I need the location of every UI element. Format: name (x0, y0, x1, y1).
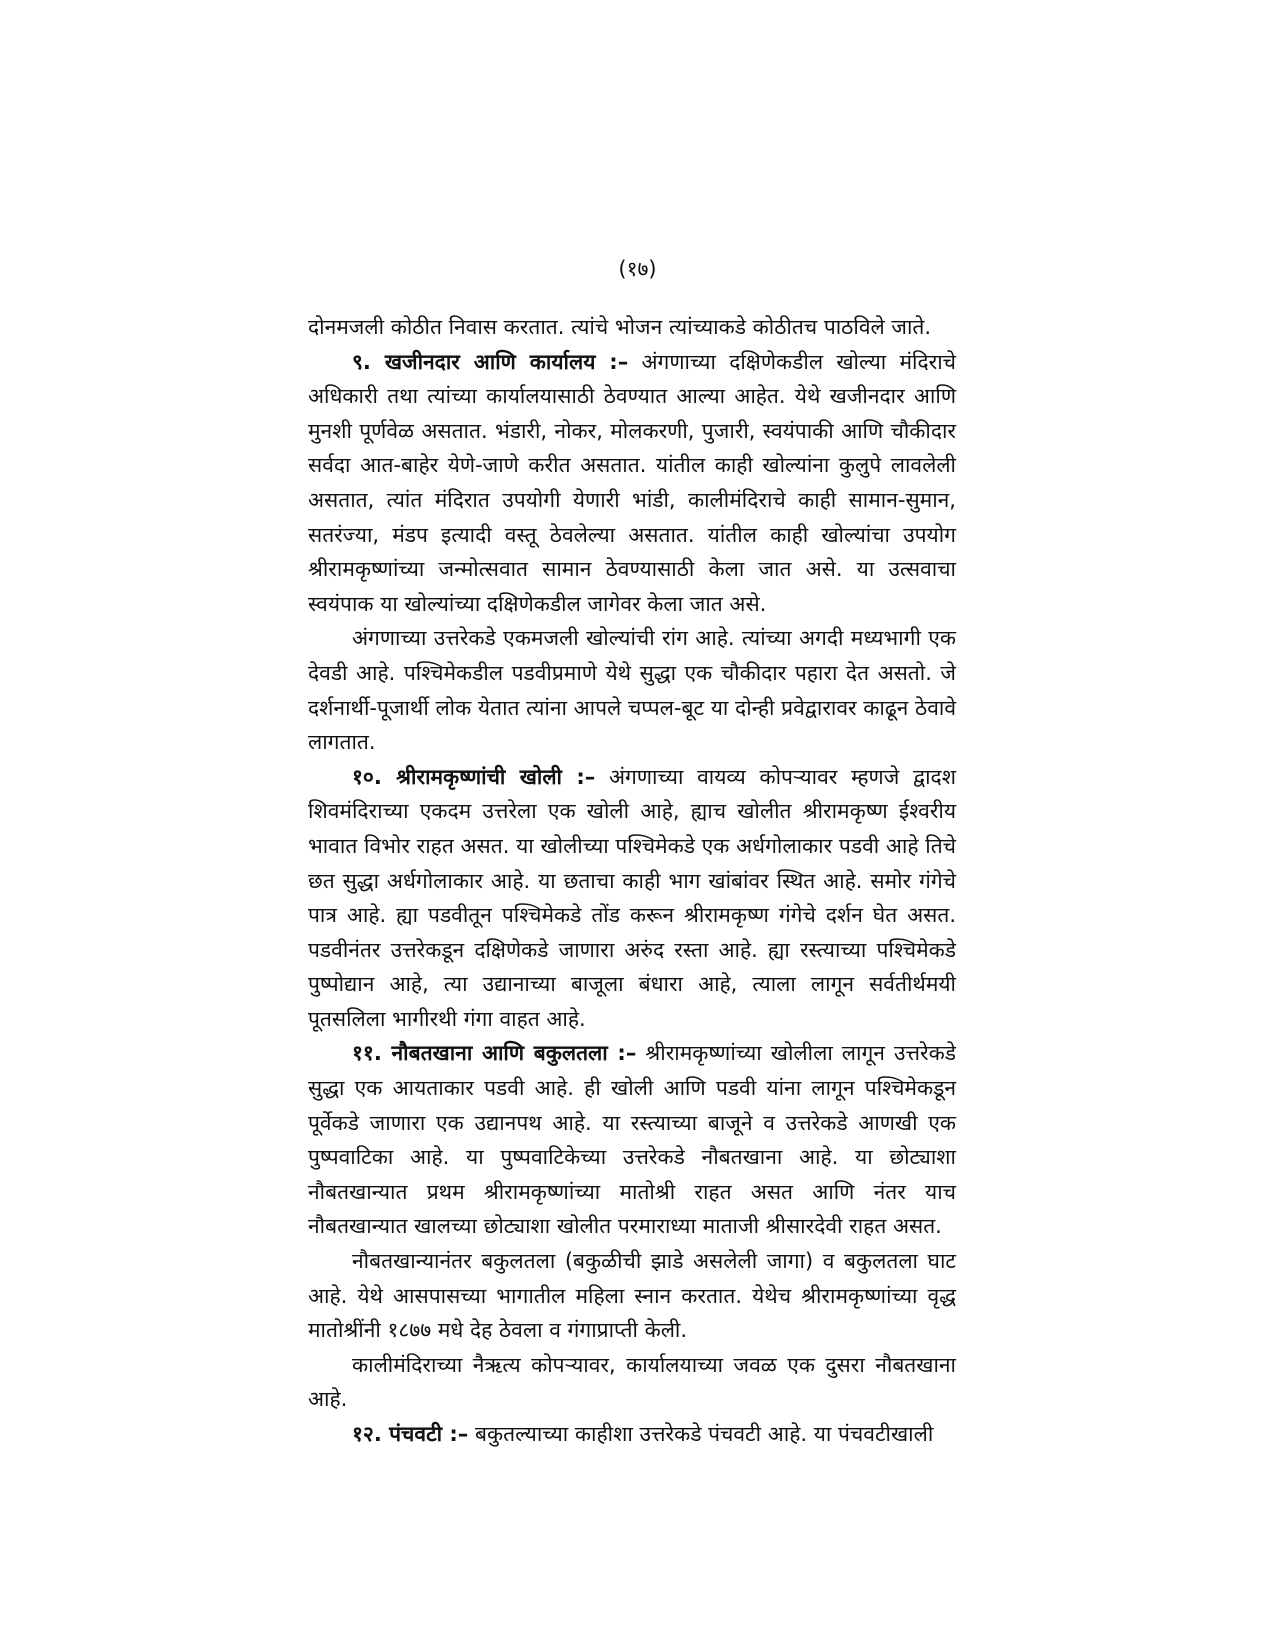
paragraph-text: नौबतखान्यानंतर बकुलतला (बकुळीची झाडे असलेली जागा) व बकुलतला घाट आहे. येथे आसपासच्या भागातील महिला स्नान करतात. येथेच श्रीरामकृष्णांच्या वृद्ध मातोश्रींनी १८७७ मधे देह ठेवला व गंगाप्राप्ती केली. (308, 1249, 956, 1343)
paragraph-text: अंगणाच्या दक्षिणेकडील खोल्या मंदिराचे अधिकारी तथा त्यांच्या कार्यालयासाठी ठेवण्यात आल्या आहेत. येथे खजीनदार आणि मुनशी पूर्णवेळ असतात. भंडारी, नोकर, मोलकरणी, पुजारी, स्वयंपाकी आणि चौकीदार सर्वदा आत-बाहेर येणे-जाणे करीत असतात. यांतील काही खोल्यांना कुलुपे लावलेली असतात, त्यांत मंदिरात उपयोगी येणारी भांडी, कालीमंदिराचे काही सामान-सुमान, सतरंज्या, मंडप इत्यादी वस्तू ठेवलेल्या असतात. यांतील काही खोल्यांचा उपयोग श्रीरामकृष्णांच्या जन्मोत्सवात सामान ठेवण्यासाठी केला जात असे. या उत्सवाचा स्वयंपाक या खोल्यांच्या दक्षिणेकडील जागेवर केला जात असे. (308, 349, 956, 616)
paragraph-text: श्रीरामकृष्णांच्या खोलीला लागून उत्तरेकडे सुद्धा एक आयताकार पडवी आहे. ही खोली आणि पडवी यांना लागून पश्चिमेकडून पूर्वेकडे जाणारा एक उद्यानपथ आहे. या रस्त्याच्या बाजूने व उत्तरेकडे आणखी एक पुष्पवाटिका आहे. या पुष्पवाटिकेच्या उत्तरेकडे नौबतखाना आहे. या छोट्याशा नौबतखान्यात प्रथम श्रीरामकृष्णांच्या मातोश्री राहत असत आणि नंतर याच नौबतखान्यात खालच्या छोट्याशा खोलीत परमाराध्या माताजी श्रीसारदेवी राहत असत. (308, 1041, 956, 1239)
document-body (308, 310, 956, 1452)
page-number: (१७) (618, 257, 657, 281)
paragraph-north-rooms (308, 621, 956, 759)
paragraph-second-naubatkhana (308, 1348, 956, 1417)
paragraph-text: अंगणाच्या उत्तरेकडे एकमजली खोल्यांची रांग आहे. त्यांच्या अगदी मध्यभागी एक देवडी आहे. पश्चिमेकडील पडवीप्रमाणे येथे सुद्धा एक चौकीदार पहारा देत असतो. जे दर्शनार्थी-पूजार्थी लोक येतात त्यांना आपले चप्पल-बूट या दोन्ही प्रवेद्वारावर काढून ठेवावे लागतात. (308, 626, 956, 755)
section-heading: १०. श्रीरामकृष्णांची खोली :– (352, 764, 596, 789)
section-10-ramakrishna-room (308, 760, 956, 1037)
paragraph-text: कालीमंदिराच्या नैऋत्य कोपऱ्यावर, कार्यालयाच्या जवळ एक दुसरा नौबतखाना आहे. (308, 1352, 956, 1412)
paragraph-continuation (308, 310, 956, 345)
paragraph-text: बकुतल्याच्या काहीशा उत्तरेकडे पंचवटी आहे. या पंचवटीखाली (475, 1422, 934, 1446)
section-heading: ९. खजीनदार आणि कार्यालय :– (352, 349, 629, 374)
section-heading: ११. नौबतखाना आणि बकुलतला :– (352, 1041, 637, 1066)
section-12-panchavati (308, 1417, 956, 1452)
paragraph-bakultala (308, 1244, 956, 1348)
section-heading: १२. पंचवटी :– (352, 1422, 469, 1446)
paragraph-text: दोनमजली कोठीत निवास करतात. त्यांचे भोजन त्यांच्याकडे कोठीतच पाठविले जाते. (308, 315, 932, 339)
section-11-naubatkhana (308, 1036, 956, 1244)
paragraph-text: अंगणाच्या वायव्य कोपऱ्यावर म्हणजे द्वादश शिवमंदिराच्या एकदम उत्तरेला एक खोली आहे, ह्याच खोलीत श्रीरामकृष्ण ईश्वरीय भावात विभोर राहत असत. या खोलीच्या पश्चिमेकडे एक अर्धगोलाकार पडवी आहे तिचे छत सुद्धा अर्धगोलाकार आहे. या छताचा काही भाग खांबांवर स्थित आहे. समोर गंगेचे पात्र आहे. ह्या पडवीतून पश्चिमेकडे तोंड करून श्रीरामकृष्ण गंगेचे दर्शन घेत असत. पडवीनंतर उत्तरेकडून दक्षिणेकडे जाणारा अरुंद रस्ता आहे. ह्या रस्त्याच्या पश्चिमेकडे पुष्पोद्यान आहे, त्या उद्यानाच्या बाजूला बंधारा आहे, त्याला लागून सर्वतीर्थमयी पूतसलिला भागीरथी गंगा वाहत आहे. (308, 764, 956, 1031)
section-9-khajinadar (308, 345, 956, 622)
